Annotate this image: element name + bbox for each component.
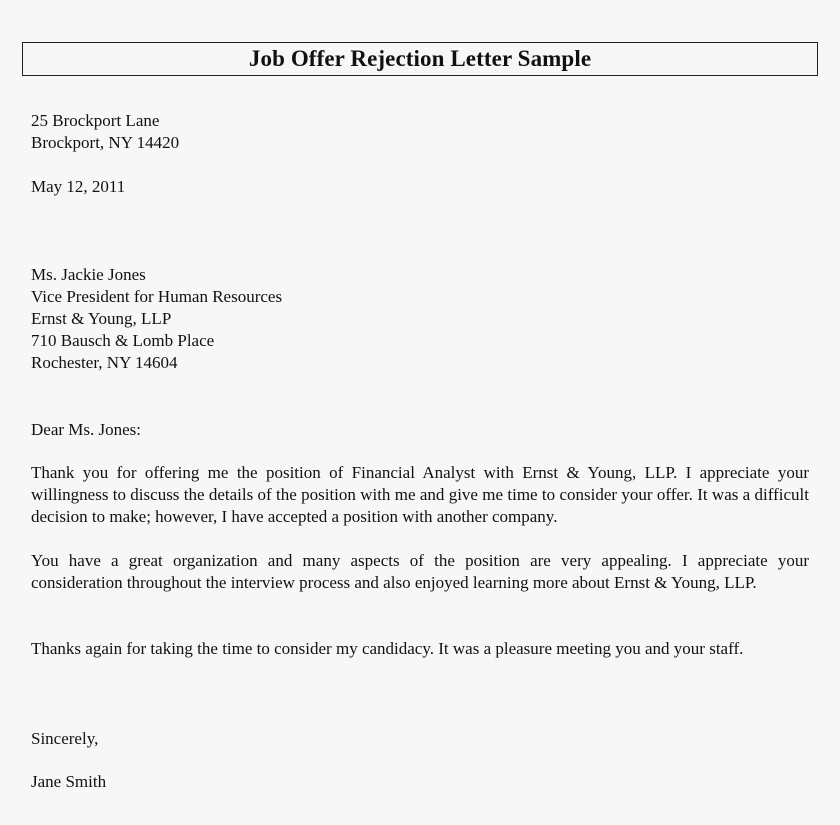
recipient-company: Ernst & Young, LLP [31,309,172,328]
sender-address-line2: Brockport, NY 14420 [31,133,180,152]
recipient-city: Rochester, NY 14604 [31,353,178,372]
letter-date [31,176,125,198]
body-paragraph-3: Thanks again for taking the time to consider my candidacy. It was a pleasure meeting you and your staff. [31,639,744,658]
recipient-title: Vice President for Human Resources [31,287,283,306]
sender-address [31,110,179,154]
title-box [22,42,818,76]
signature-name: Jane Smith [31,772,107,791]
recipient-address [31,264,282,374]
salutation [31,419,141,441]
closing [31,728,98,750]
recipient-name: Ms. Jackie Jones [31,265,146,284]
closing-text: Sincerely, [31,729,99,748]
sender-address-line1: 25 Brockport Lane [31,111,160,130]
body-paragraph-1: Thank you for offering me the position of Financial Analyst with Ernst & Young, LLP. I appreciate your willingness to discuss the details of the position with me and give me time to consider your offer. It was a difficult decision to make; however, I have accepted a position with another company. [31,463,809,526]
signature [31,771,106,793]
recipient-street: 710 Bausch & Lomb Place [31,331,215,350]
date-text: May 12, 2011 [31,177,126,196]
document-title: Job Offer Rejection Letter Sample [248,46,592,71]
body-paragraph-2: You have a great organization and many aspects of the position are very appealing. I appreciate your consideration throughout the interview process and also enjoyed learning more about Ernst & Young, LLP. [31,551,809,592]
salutation-text: Dear Ms. Jones: [31,420,142,439]
